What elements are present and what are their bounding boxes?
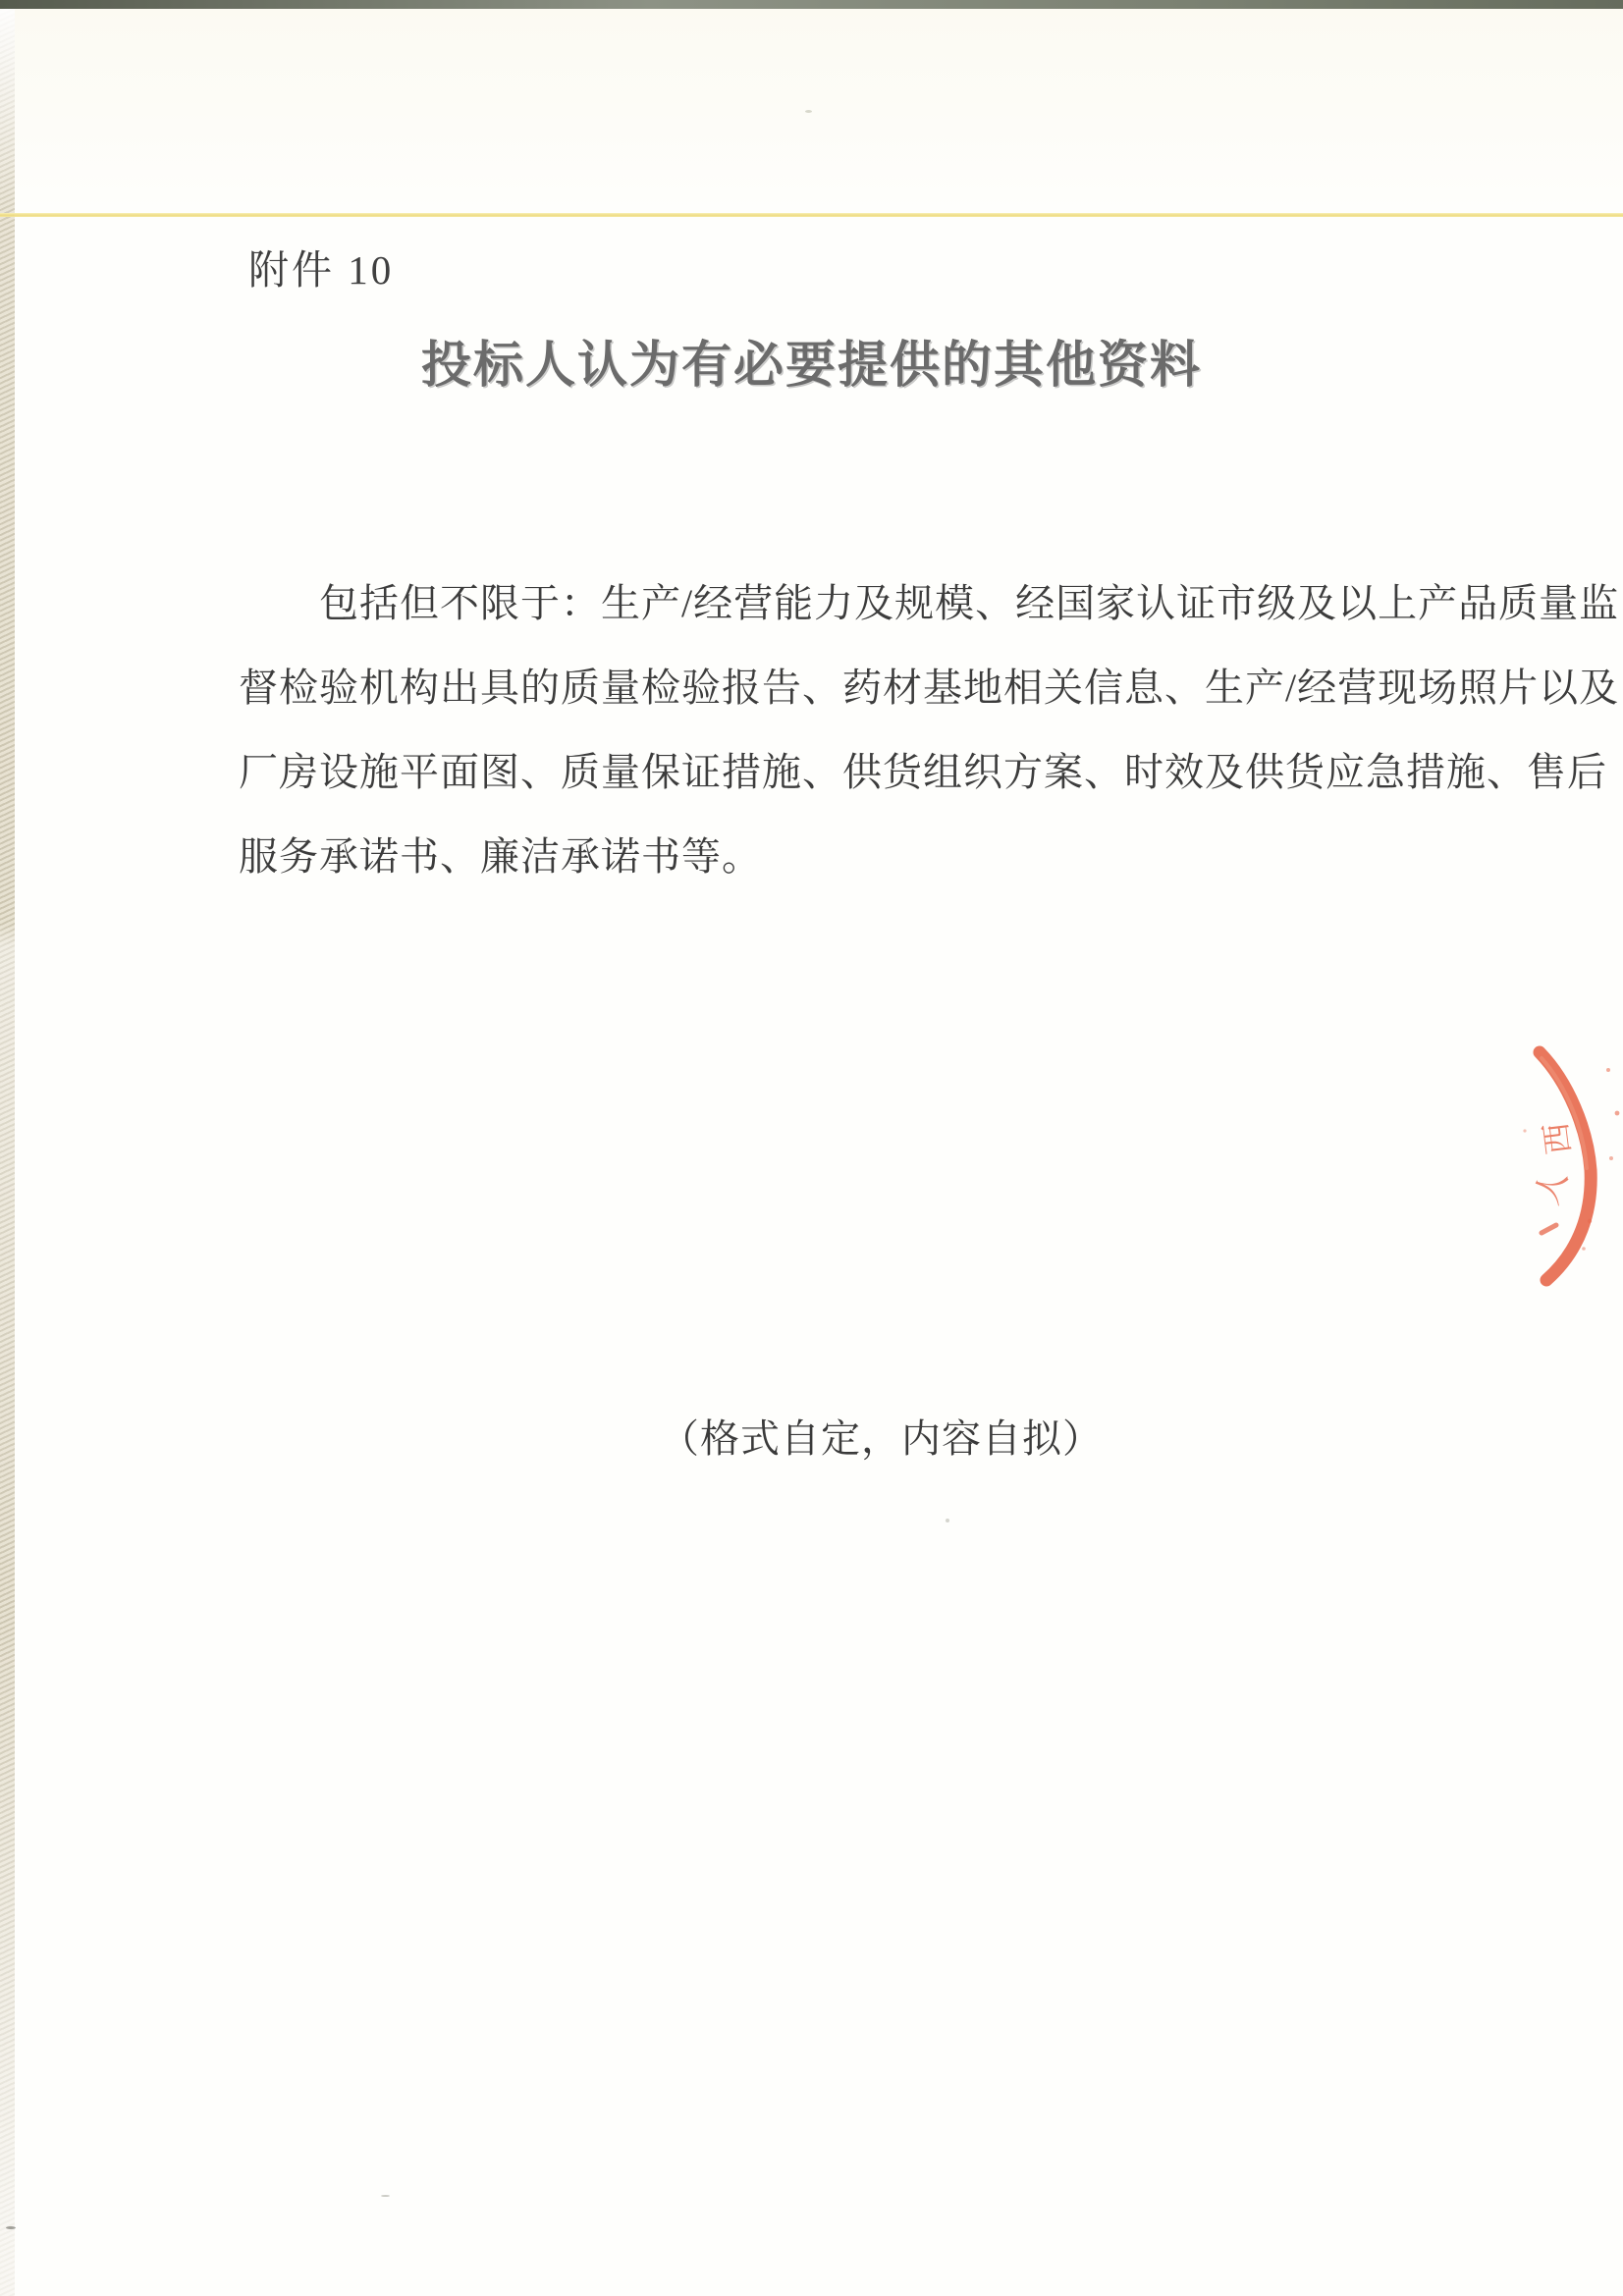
yellow-scan-line (0, 213, 1623, 217)
scan-dust-speck (381, 2195, 390, 2197)
seal-speckle (1606, 1068, 1610, 1072)
format-note: （格式自定，内容自拟） (660, 1416, 1103, 1461)
document-title: 投标人认为有必要提供的其他资料 (420, 339, 1202, 394)
scan-dust-speck (805, 110, 812, 113)
scan-dust-speck (946, 1519, 949, 1522)
seal-char-ren: 人 (1529, 1165, 1575, 1209)
seal-speckle (1588, 1219, 1592, 1223)
attachment-number-label: 附件 10 (248, 247, 395, 293)
scan-top-tint (0, 9, 1623, 215)
seal-speckle (1523, 1129, 1526, 1132)
paragraph-line-3: 厂房设施平面图、质量保证措施、供货组织方案、时效及供货应急措施、售后 (239, 750, 1607, 794)
paragraph-line-2: 督检验机构出具的质量检验报告、药材基地相关信息、生产/经营现场照片以及 (239, 666, 1620, 710)
paragraph-line-1: 包括但不限于：生产/经营能力及规模、经国家认证市级及以上产品质量监 (319, 581, 1620, 625)
seal-speckle (1609, 1156, 1613, 1160)
seal-arc (1540, 1052, 1591, 1280)
red-seal-stamp-partial (1495, 1013, 1623, 1303)
paragraph-line-4: 服务承诺书、廉洁承诺书等。 (239, 834, 762, 879)
seal-speckle (1582, 1247, 1586, 1251)
seal-speckle (1615, 1111, 1620, 1116)
seal-dash (1542, 1225, 1556, 1233)
scanner-top-edge (0, 0, 1623, 9)
seal-char-xi: 西 (1538, 1120, 1577, 1156)
